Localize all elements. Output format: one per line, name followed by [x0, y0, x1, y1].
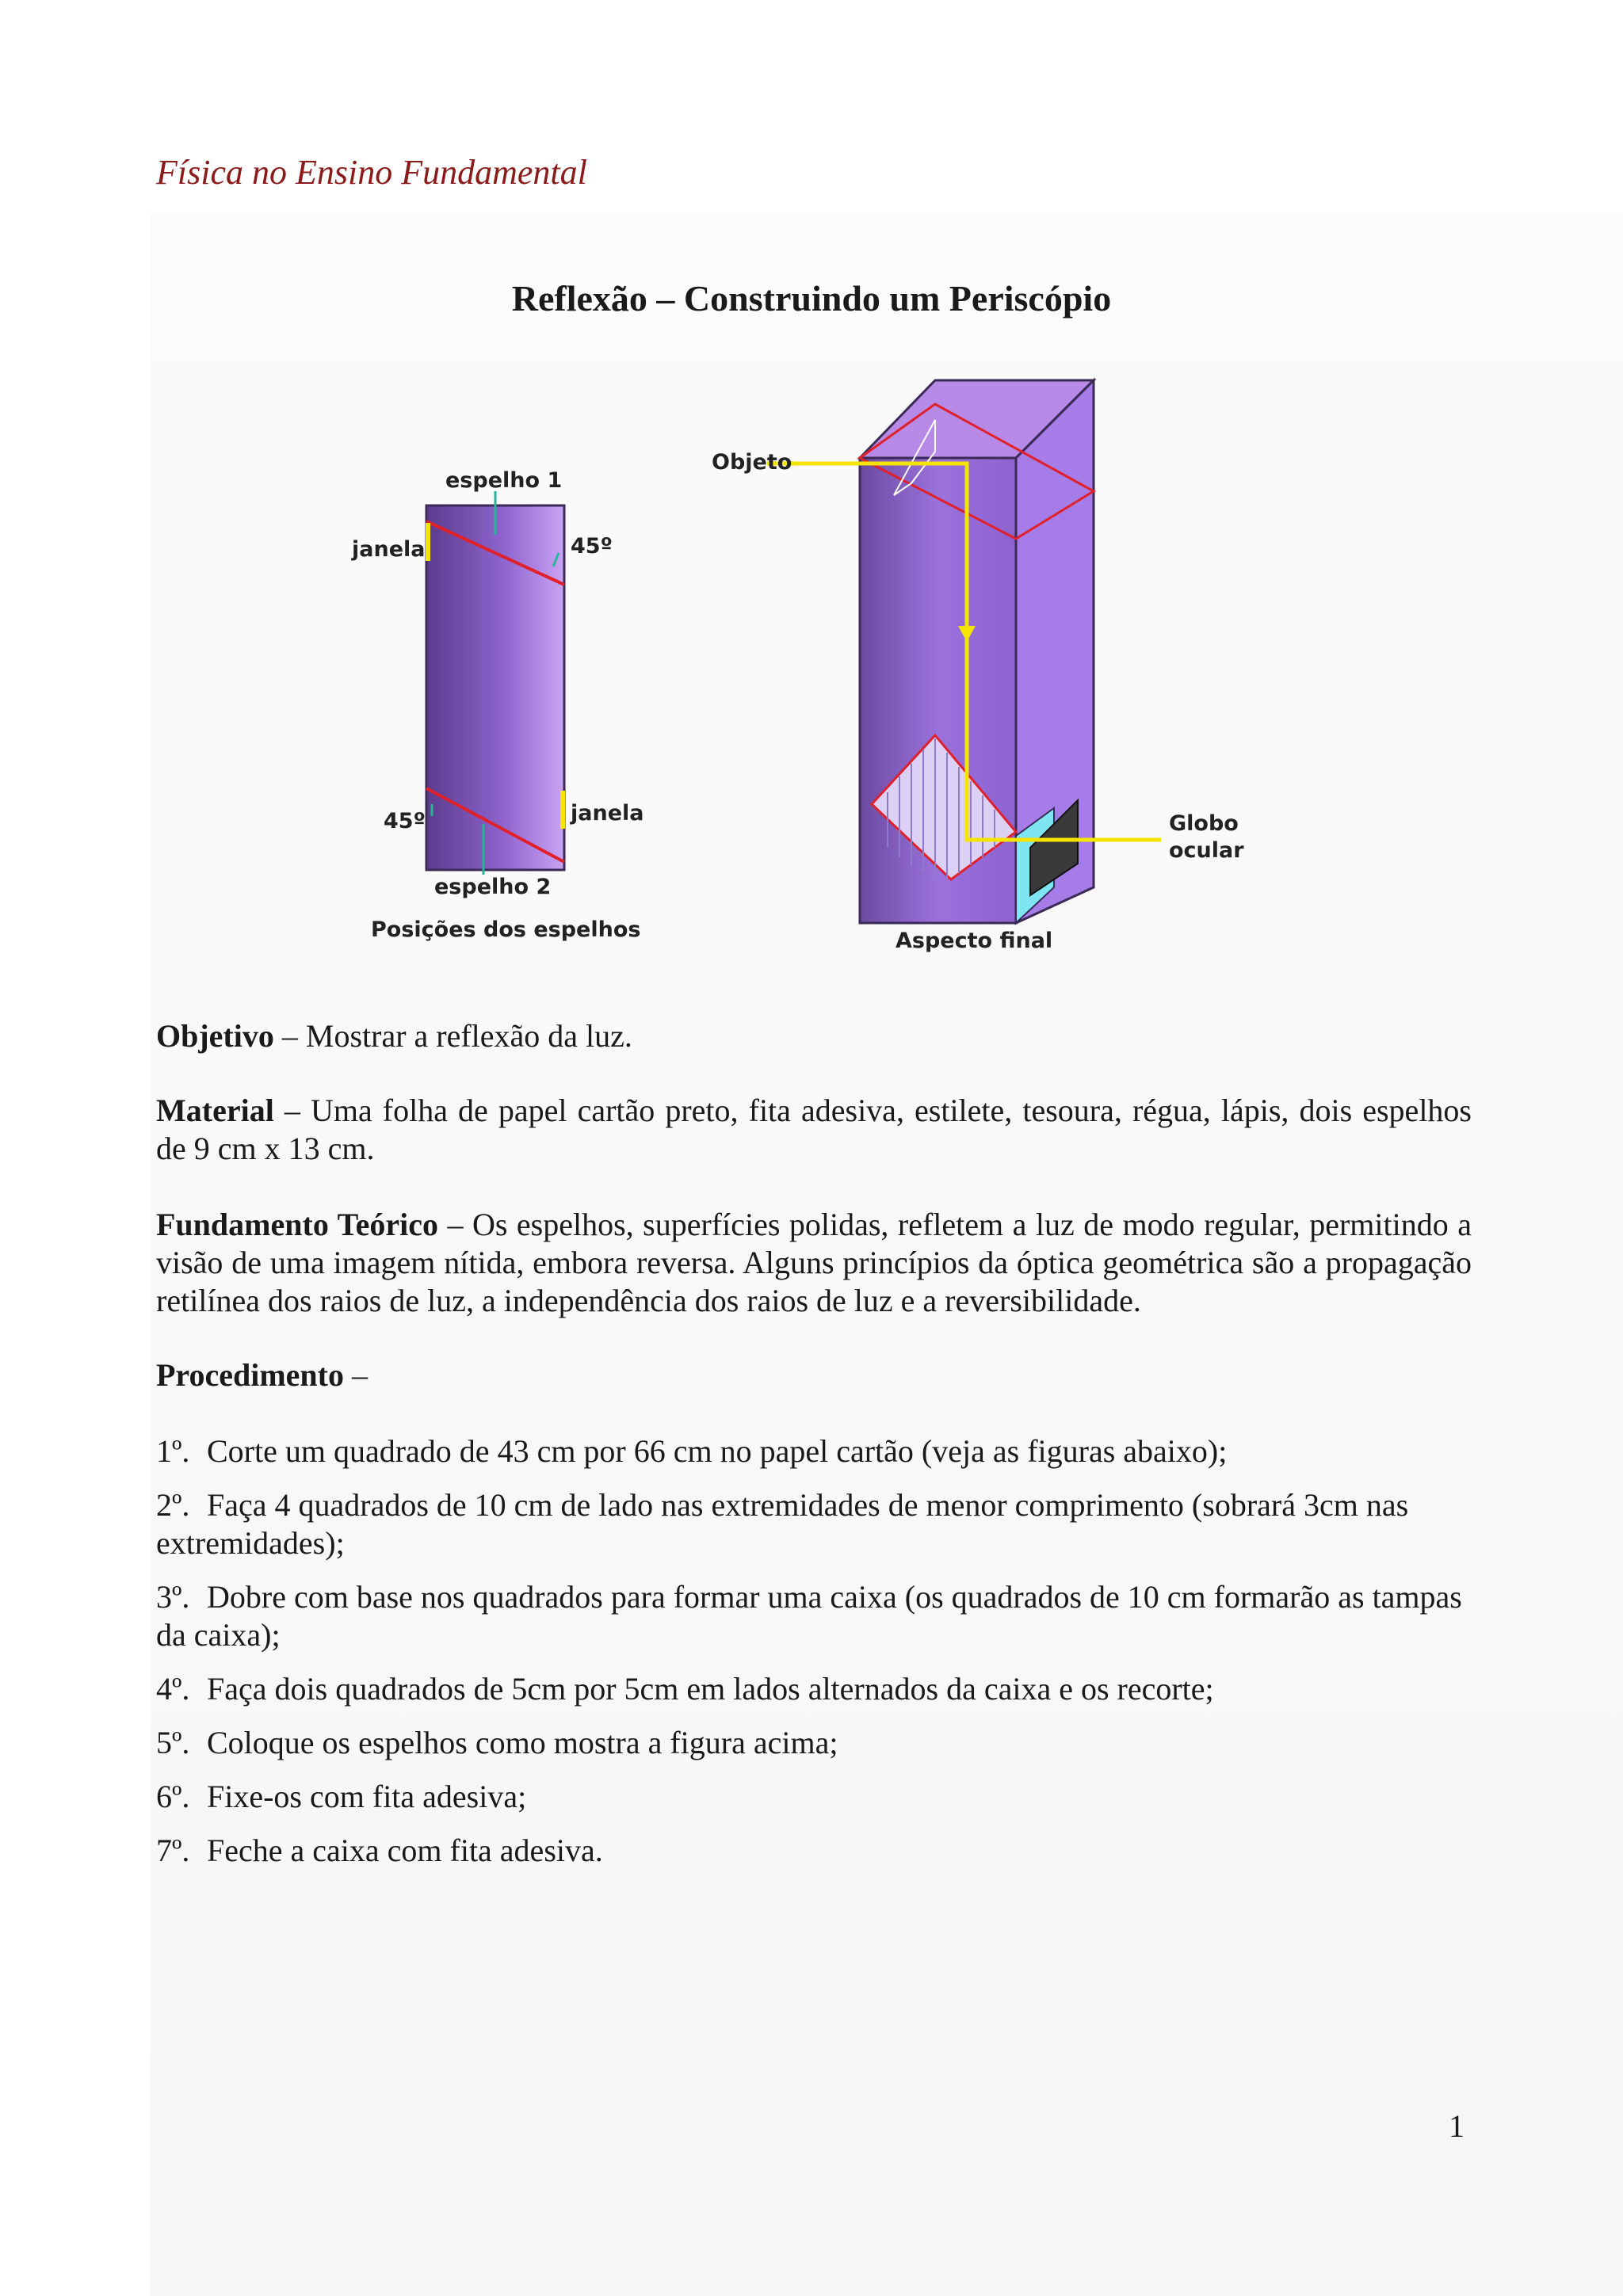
step-2 [156, 1486, 1472, 1562]
step-number: 5º. [156, 1725, 190, 1760]
right-diagram-caption: Aspecto final [896, 929, 1053, 953]
material-text: – Uma folha de papel cartão preto, fita adesiva, estilete, tesoura, régua, lápis, dois espelhos de 9 cm x 13 cm. [156, 1093, 1472, 1166]
objetivo-label: Objetivo [156, 1018, 274, 1054]
step-text: Faça 4 quadrados de 10 cm de lado nas extremidades de menor comprimento (sobrará 3cm nas extremidades); [156, 1487, 1409, 1561]
angle-bottom-label: 45º [384, 809, 426, 833]
espelho1-label: espelho 1 [445, 468, 563, 493]
step-text: Corte um quadrado de 43 cm por 66 cm no papel cartão (veja as figuras abaixo); [207, 1433, 1228, 1469]
fundamento-label: Fundamento Teórico [156, 1207, 438, 1242]
janela-top-label: janela [352, 537, 426, 562]
material-label: Material [156, 1093, 274, 1128]
angle-top-label: 45º [571, 534, 613, 559]
step-number: 3º. [156, 1579, 190, 1615]
globo-label: Globo [1169, 811, 1239, 836]
procedimento-label: Procedimento [156, 1357, 344, 1393]
step-text: Coloque os espelhos como mostra a figura acima; [207, 1725, 838, 1760]
periscope-figure [333, 372, 1284, 959]
step-text: Feche a caixa com fita adesiva. [207, 1833, 603, 1868]
objetivo-text: – Mostrar a reflexão da luz. [273, 1018, 632, 1054]
step-number: 4º. [156, 1671, 190, 1707]
tube-body [426, 505, 564, 870]
step-1 [156, 1432, 1472, 1470]
step-text: Fixe-os com fita adesiva; [207, 1779, 527, 1814]
material-paragraph [156, 1092, 1472, 1168]
objetivo-paragraph [156, 1017, 1472, 1055]
step-text: Dobre com base nos quadrados para formar uma caixa (os quadrados de 10 cm formarão as tampas da caixa); [156, 1579, 1462, 1653]
janela-bottom-label: janela [571, 801, 644, 826]
step-number: 6º. [156, 1779, 190, 1814]
fundamento-text: – Os espelhos, superfícies polidas, refletem a luz de modo regular, permitindo a visão de uma imagem nítida, embora reversa. Alguns princípios da óptica geométrica são a propagação retilínea dos raios de luz, a independência dos raios de luz e a reversibilidade. [156, 1207, 1472, 1318]
objeto-label: Objeto [712, 450, 792, 475]
step-number: 2º. [156, 1487, 190, 1523]
espelho2-label: espelho 2 [434, 875, 552, 899]
step-4 [156, 1670, 1472, 1708]
step-5 [156, 1724, 1472, 1762]
step-7 [156, 1832, 1472, 1870]
mirror-positions-diagram [351, 468, 643, 942]
step-number: 7º. [156, 1833, 190, 1868]
ocular-label: ocular [1169, 838, 1244, 863]
left-diagram-caption: Posições dos espelhos [371, 917, 641, 942]
step-number: 1º. [156, 1433, 190, 1469]
final-aspect-diagram [712, 380, 1244, 953]
running-header: Física no Ensino Fundamental [156, 153, 587, 192]
page-number: 1 [1449, 2108, 1465, 2144]
step-6 [156, 1778, 1472, 1816]
step-text: Faça dois quadrados de 5cm por 5cm em lados alternados da caixa e os recorte; [207, 1671, 1214, 1707]
procedimento-heading [156, 1356, 1472, 1394]
fundamento-paragraph [156, 1206, 1472, 1320]
step-3 [156, 1578, 1472, 1654]
page-title: Reflexão – Construindo um Periscópio [511, 278, 1112, 318]
procedimento-text: – [343, 1357, 368, 1393]
